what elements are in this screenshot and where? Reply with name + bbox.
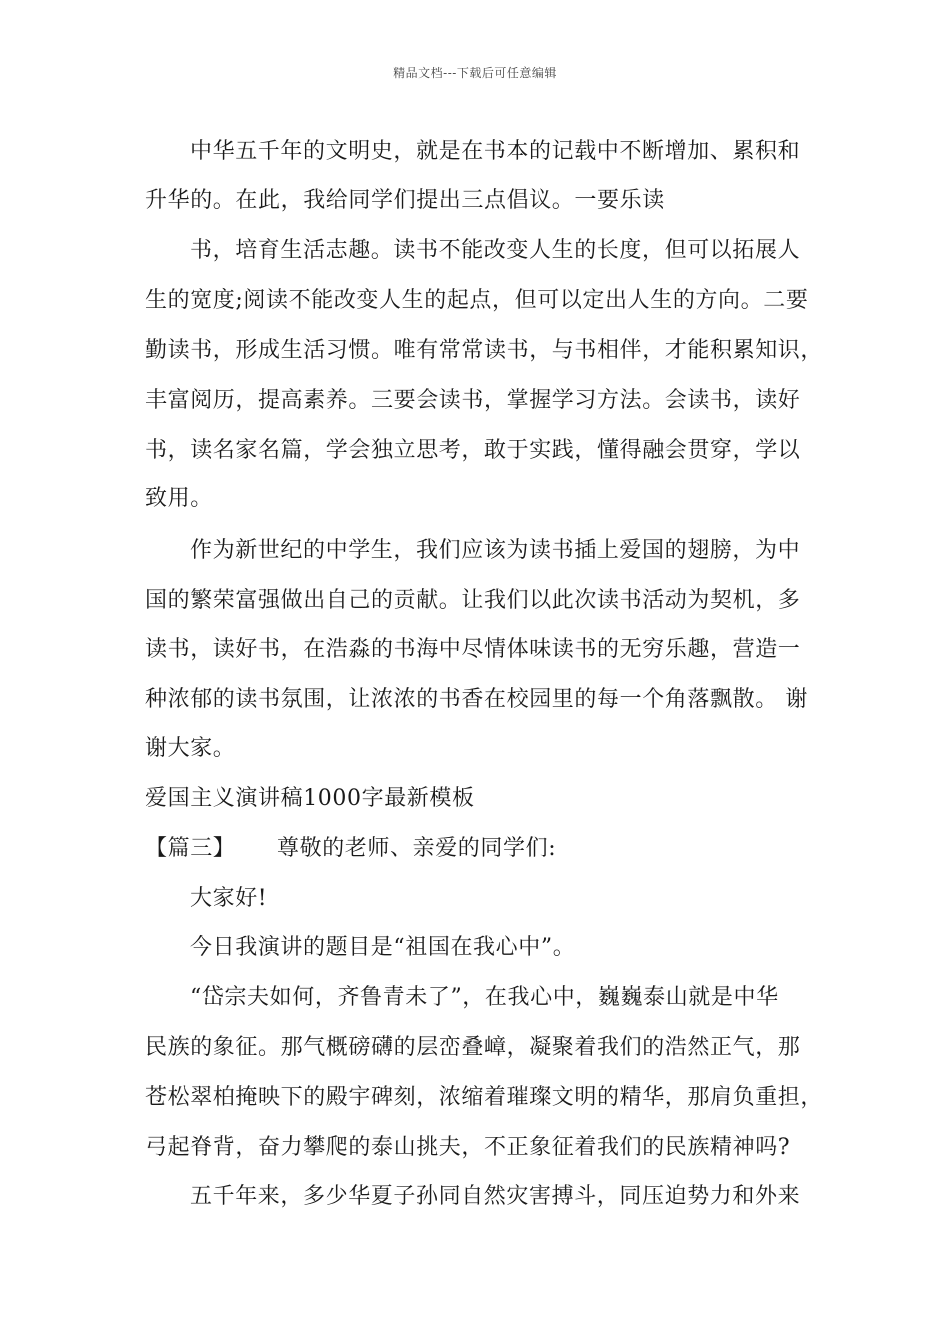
paragraph-line: 五千年来，多少华夏子孙同自然灾害搏斗，同压迫势力和外来 xyxy=(190,1184,801,1209)
greeting-line: 大家好! xyxy=(190,886,268,911)
paragraph-line: 谢大家。 xyxy=(145,736,236,761)
salutation-line: 尊敬的老师、亲爱的同学们: xyxy=(277,836,557,861)
paragraph-line: 升华的。在此，我给同学们提出三点倡议。一要乐读 xyxy=(145,188,665,213)
paragraph-line: 作为新世纪的中学生，我们应该为读书插上爱国的翅膀，为中 xyxy=(190,538,801,563)
paragraph-line: 生的宽度;阅读不能改变人生的起点，但可以定出人生的方向。二要 xyxy=(145,288,809,313)
paragraph-line: 种浓郁的读书氛围，让浓浓的书香在校园里的每一个角落飘散。 谢 xyxy=(145,687,808,712)
paragraph-line: 致用。 xyxy=(145,486,213,511)
paragraph-line: 丰富阅历，提高素养。三要会读书，掌握学习方法。会读书，读好 xyxy=(145,388,801,413)
section-tag: 【篇三】 xyxy=(145,836,236,861)
paragraph-line: “岱宗夫如何，齐鲁青未了”，在我心中，巍巍泰山就是中华 xyxy=(190,985,779,1010)
paragraph-line: 中华五千年的文明史，就是在书本的记载中不断增加、累积和 xyxy=(190,139,801,164)
paragraph-line: 读书，读好书，在浩淼的书海中尽情体味读书的无穷乐趣，营造一 xyxy=(145,637,801,662)
paragraph-line: 书，培育生活志趣。读书不能改变人生的长度，但可以拓展人 xyxy=(190,238,801,263)
paragraph-line: 弓起脊背，奋力攀爬的泰山挑夫，不正象征着我们的民族精神吗? xyxy=(145,1135,791,1160)
paragraph-line: 国的繁荣富强做出自己的贡献。让我们以此次读书活动为契机，多 xyxy=(145,588,801,613)
paragraph-line: 书，读名家名篇，学会独立思考，敢于实践，懂得融会贯穿，学以 xyxy=(145,438,801,463)
paragraph-line: 勤读书，形成生活习惯。唯有常常读书，与书相伴，才能积累知识， xyxy=(145,338,824,363)
paragraph-line: 苍松翠柏掩映下的殿宇碑刻，浓缩着璀璨文明的精华，那肩负重担， xyxy=(145,1085,824,1110)
paragraph-line: 今日我演讲的题目是“祖国在我心中”。 xyxy=(190,935,576,960)
document-title: 爱国主义演讲稿1000字最新模板 xyxy=(145,786,475,811)
paragraph-line: 民族的象征。那气概磅礴的层峦叠嶂，凝聚着我们的浩然正气，那 xyxy=(145,1035,801,1060)
page-header: 精品文档---下载后可任意编辑 xyxy=(393,66,557,80)
